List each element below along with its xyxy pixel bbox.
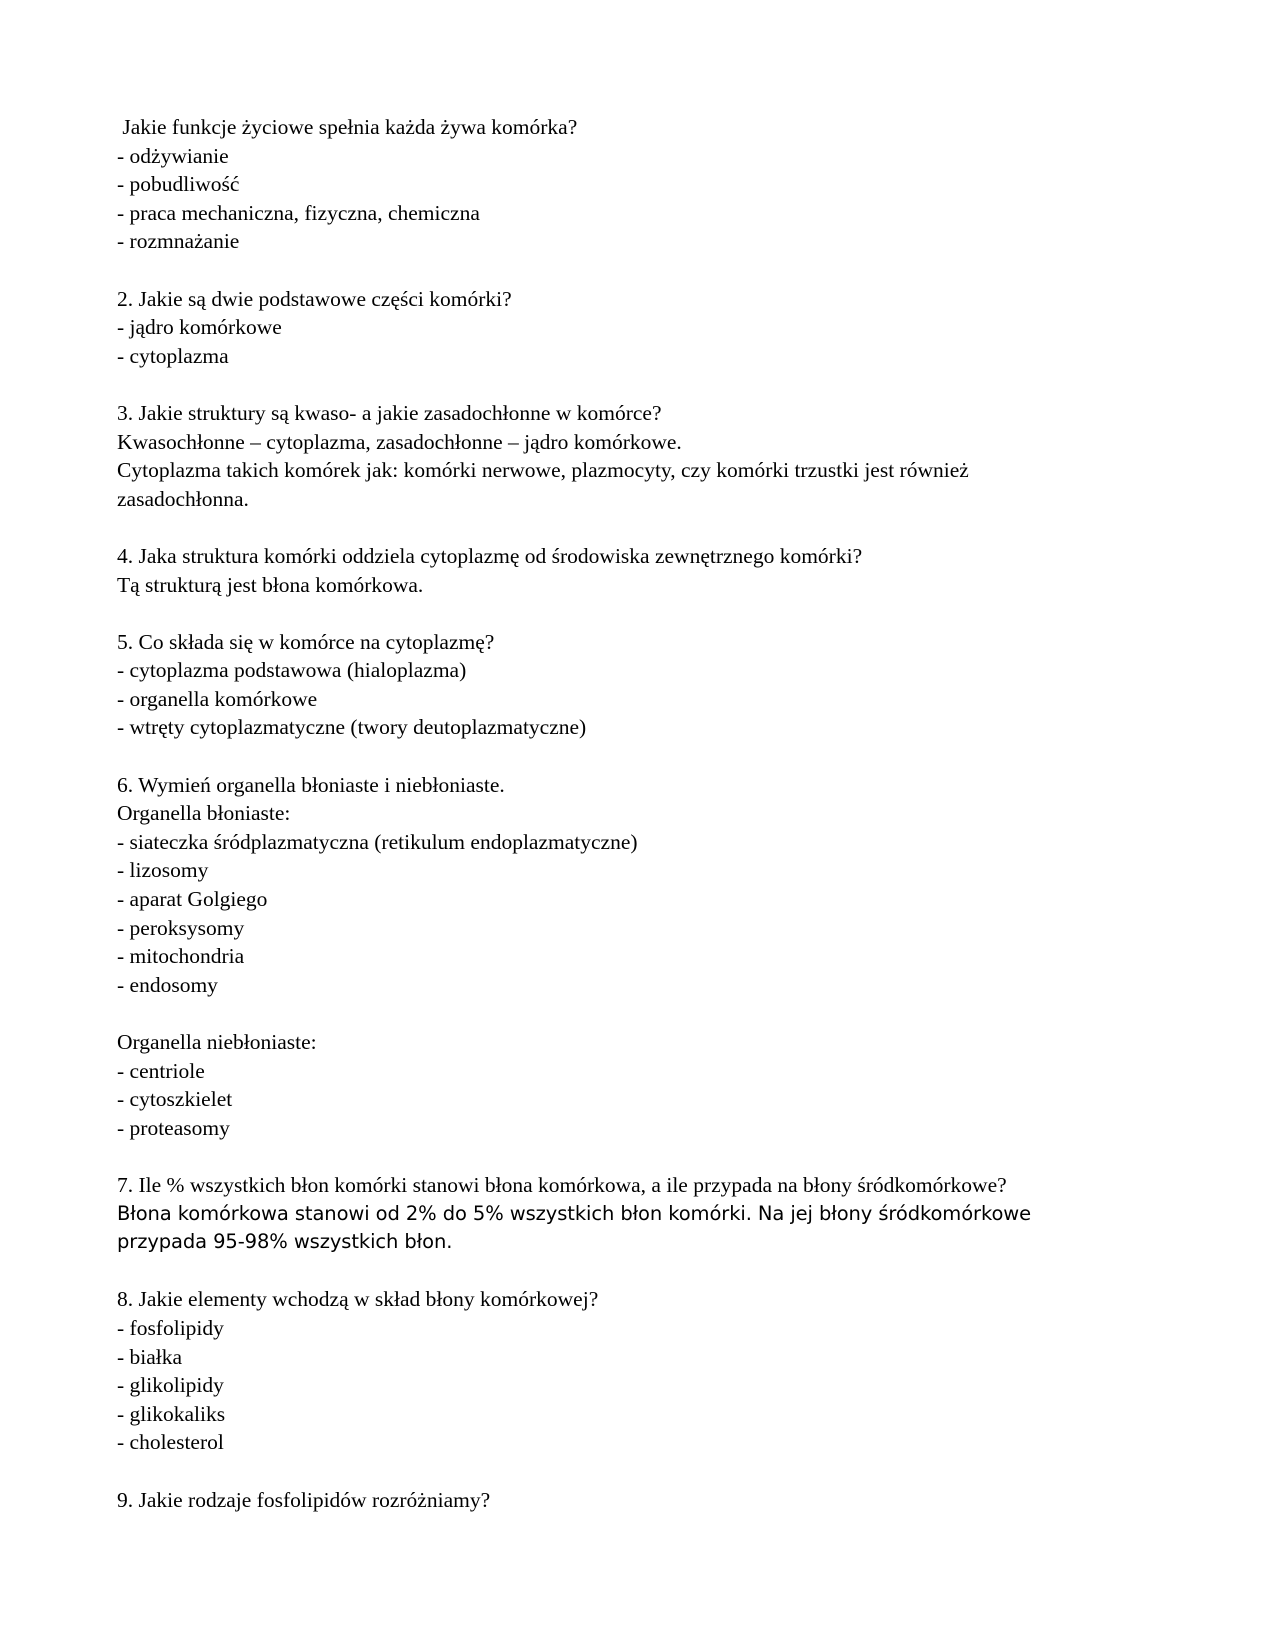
- paragraph-gap: [117, 256, 1177, 285]
- list-item: - aparat Golgiego: [117, 887, 268, 912]
- list-item: - fosfolipidy: [117, 1315, 224, 1340]
- answer-text: Błona komórkowa stanowi od 2% do 5% wszystkich błon komórki. Na jej błony śródkomórkowe: [117, 1201, 1032, 1225]
- answer-text: przypada 95-98% wszystkich błon.: [117, 1230, 453, 1254]
- paragraph-gap: [117, 742, 1177, 771]
- question-5: 5. Co składa się w komórce na cytoplazmę?: [117, 629, 495, 654]
- answer-text: Tą strukturą jest błona komórkowa.: [117, 572, 424, 597]
- list-item: - rozmnażanie: [117, 229, 240, 254]
- answer-text: Kwasochłonne – cytoplazma, zasadochłonne – jądro komórkowe.: [117, 429, 682, 454]
- question-2: 2. Jakie są dwie podstawowe części komórki?: [117, 286, 512, 311]
- paragraph-gap: [117, 1457, 1177, 1486]
- paragraph-gap: [117, 370, 1177, 399]
- list-item: - pobudliwość: [117, 172, 240, 197]
- paragraph-gap: [117, 999, 1177, 1028]
- question-8: 8. Jakie elementy wchodzą w skład błony komórkowej?: [117, 1287, 599, 1312]
- answer-text: Cytoplazma takich komórek jak: komórki nerwowe, plazmocyty, czy komórki trzustki jest również: [117, 458, 969, 483]
- paragraph-gap: [117, 1257, 1177, 1286]
- list-item: - glikolipidy: [117, 1373, 224, 1398]
- list-item: - siateczka śródplazmatyczna (retikulum endoplazmatyczne): [117, 829, 638, 854]
- list-item: - glikokaliks: [117, 1401, 226, 1426]
- question-4: 4. Jaka struktura komórki oddziela cytoplazmę od środowiska zewnętrznego komórki?: [117, 543, 863, 568]
- list-item: - wtręty cytoplazmatyczne (twory deutoplazmatyczne): [117, 715, 587, 740]
- section-heading: Organella niebłoniaste:: [117, 1030, 317, 1054]
- paragraph-gap: [117, 599, 1177, 628]
- list-item: - endosomy: [117, 972, 218, 997]
- answer-text: zasadochłonna.: [117, 486, 249, 511]
- list-item: - lizosomy: [117, 858, 209, 883]
- list-item: - proteasomy: [117, 1115, 230, 1140]
- question-6: 6. Wymień organella błoniaste i niebłoniaste.: [117, 772, 505, 797]
- list-item: - odżywianie: [117, 143, 229, 168]
- question-1: Jakie funkcje życiowe spełnia każda żywa komórka?: [117, 115, 578, 139]
- list-item: - mitochondria: [117, 944, 245, 969]
- list-item: - cytoplazma podstawowa (hialoplazma): [117, 658, 467, 683]
- section-heading: Organella błoniaste:: [117, 801, 291, 826]
- list-item: - praca mechaniczna, fizyczna, chemiczna: [117, 200, 480, 225]
- list-item: - cholesterol: [117, 1430, 224, 1455]
- list-item: - cytoszkielet: [117, 1087, 233, 1112]
- question-3: 3. Jakie struktury są kwaso- a jakie zasadochłonne w komórce?: [117, 400, 662, 425]
- list-item: - cytoplazma: [117, 343, 229, 368]
- list-item: - centriole: [117, 1058, 205, 1083]
- question-9: 9. Jakie rodzaje fosfolipidów rozróżniamy?: [117, 1487, 491, 1512]
- paragraph-gap: [117, 1142, 1177, 1171]
- paragraph-gap: [117, 513, 1177, 542]
- list-item: - jądro komórkowe: [117, 315, 282, 340]
- list-item: - organella komórkowe: [117, 686, 318, 711]
- document-page: [117, 113, 1177, 1514]
- list-item: - peroksysomy: [117, 915, 245, 940]
- question-7: 7. Ile % wszystkich błon komórki stanowi błona komórkowa, a ile przypada na błony śródkomórkowe?: [117, 1172, 1007, 1197]
- list-item: - białka: [117, 1344, 183, 1369]
